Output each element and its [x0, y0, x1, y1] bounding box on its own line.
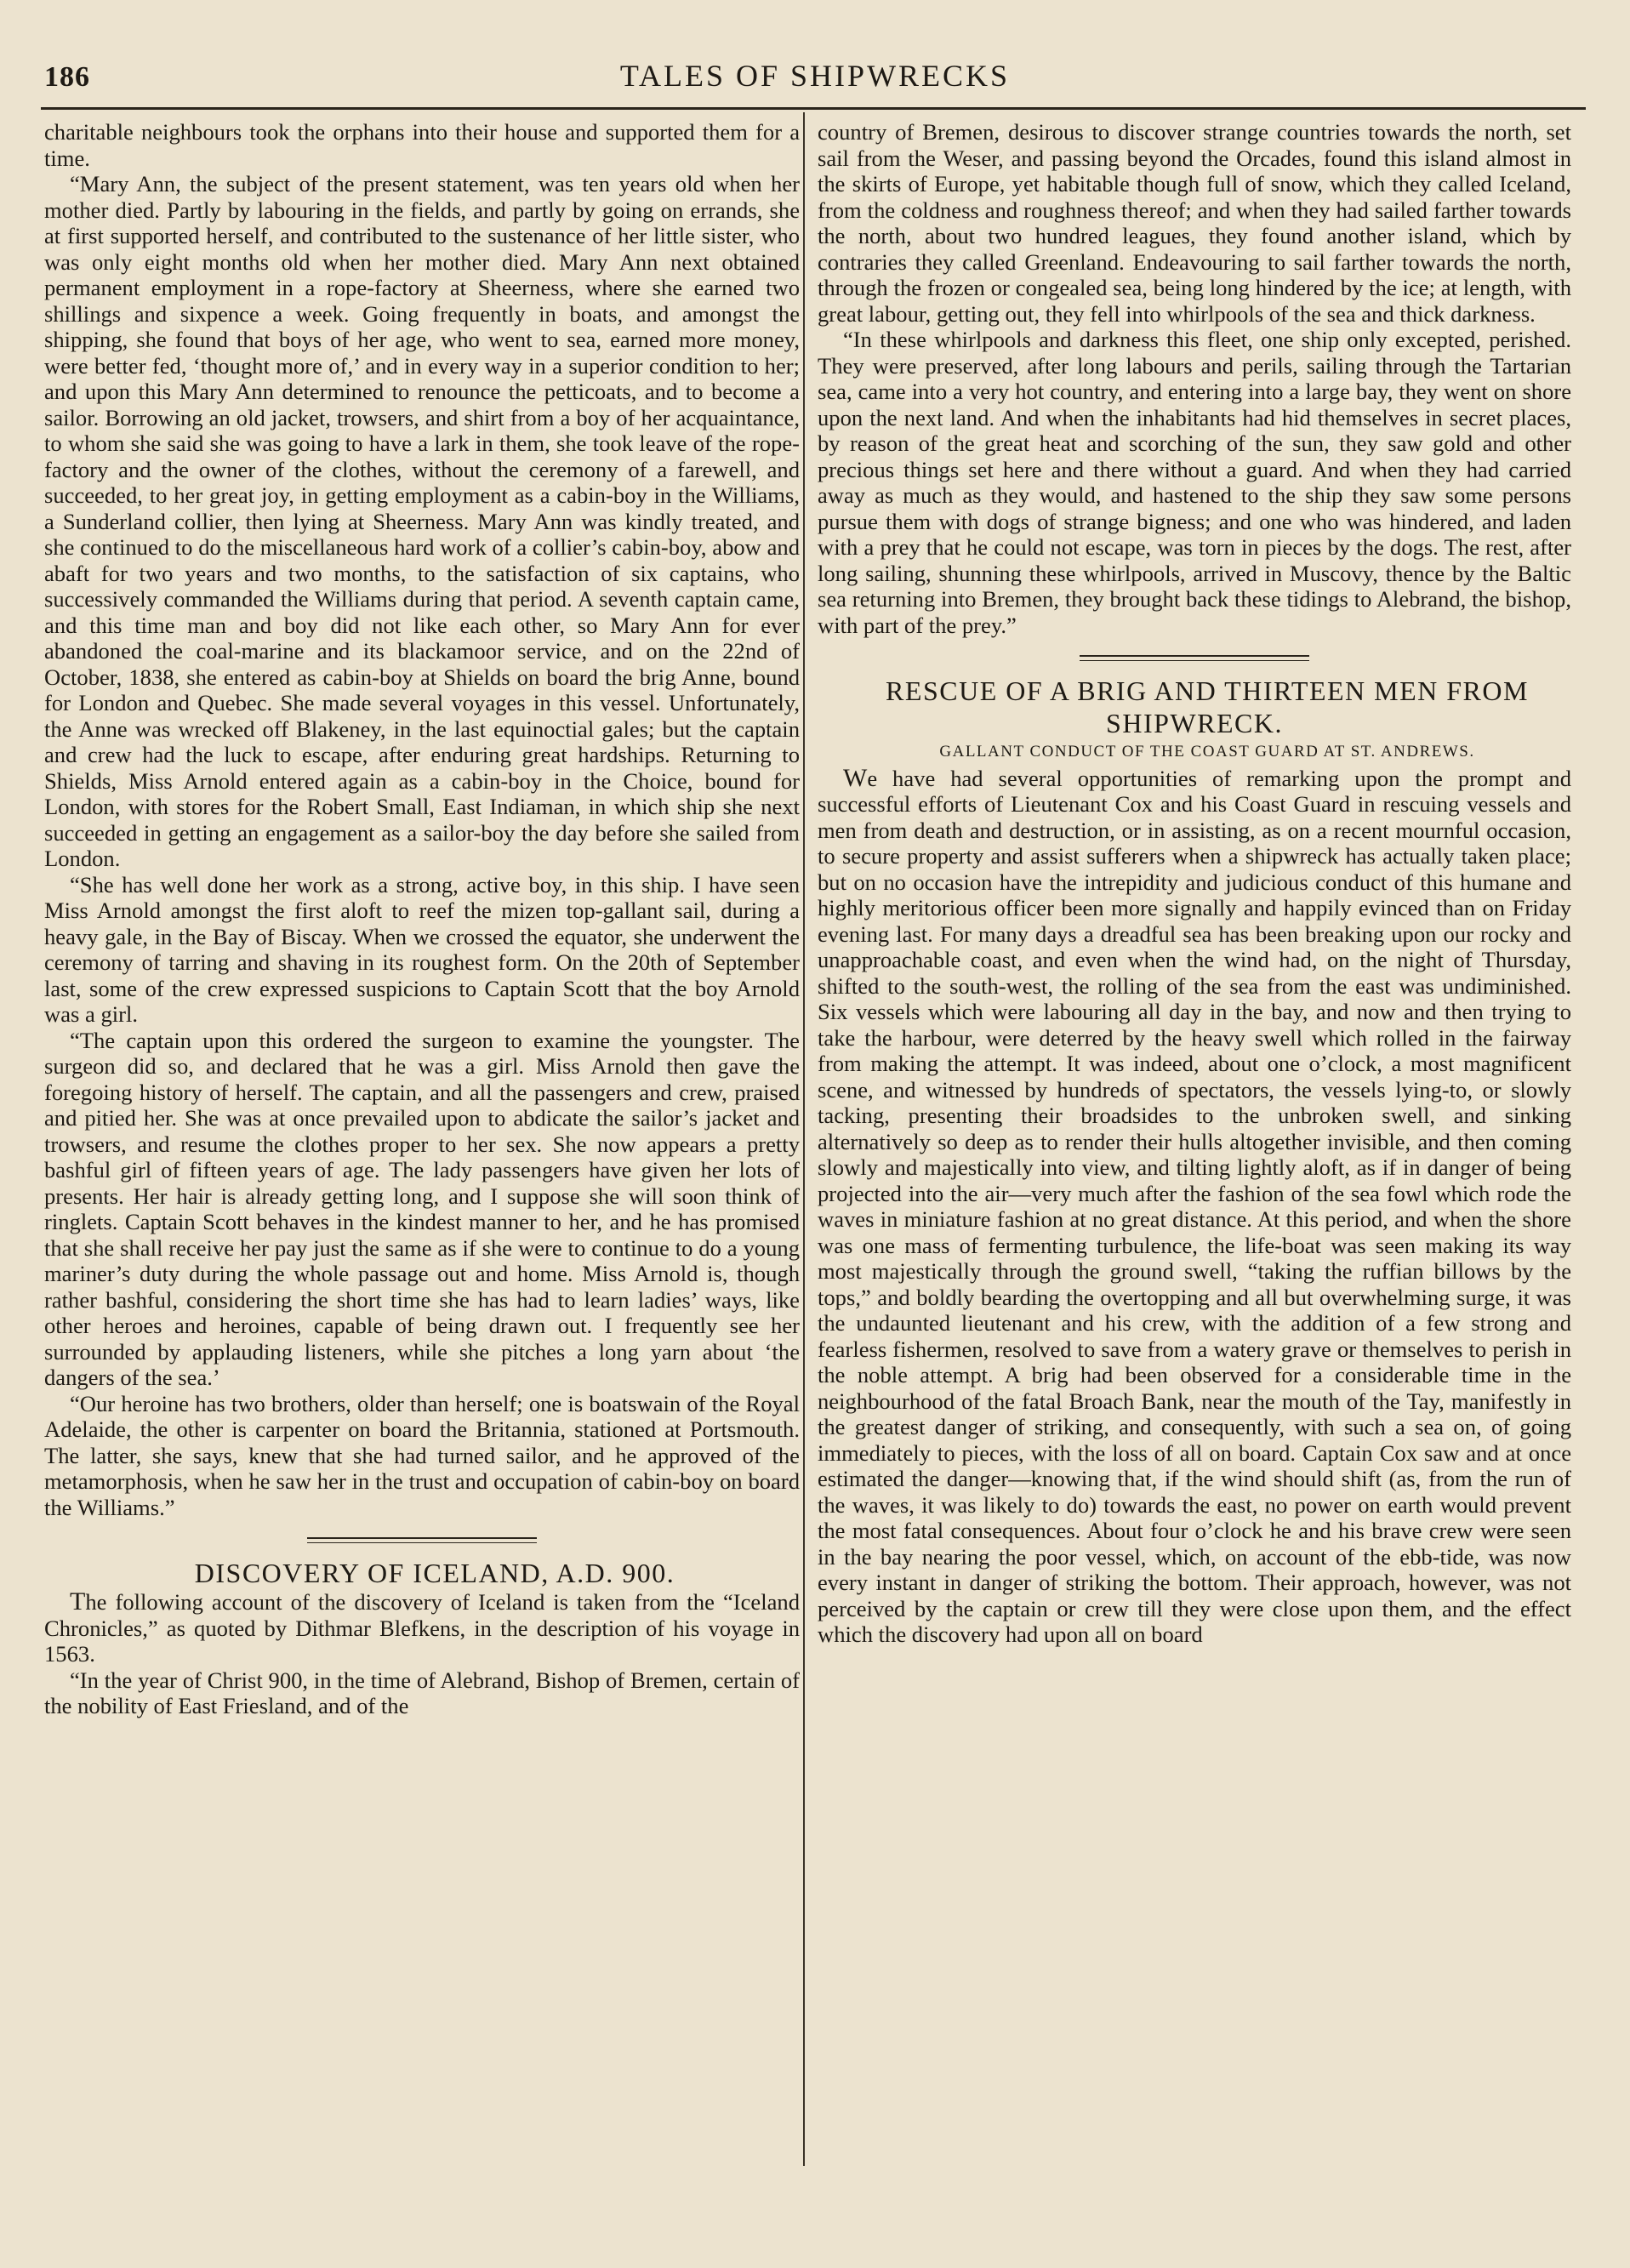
- paragraph: “Mary Ann, the subject of the present statement, was ten years old when her mother died. Partly by labouring in the fields, and partly by going on errands, she at first supported herself, and contributed to the sustenance of her little sister, who was only eight months old when her mother died. Mary Ann next obtained permanent employment in a rope-factory at Sheerness, where she earned two shillings and sixpence a week. Going frequently in boats, and amongst the shipping, she found that boys of her age, who went to sea, earned more money, were better fed, ‘thought more of,’ and in every way in a superior condition to her; and upon this Mary Ann determined to renounce the petticoats, and to become a sailor. Borrowing an old jacket, trowsers, and shirt from a boy of her acquaintance, to whom she said she was going to have a lark in them, she took leave of the rope-factory and the owner of the clothes, without the ceremony of a farewell, and succeeded, to her great joy, in getting employment as a cabin-boy in the Williams, a Sunderland collier, then lying at Sheerness. Mary Ann was kindly treated, and she continued to do the miscellaneous hard work of a collier’s cabin-boy, abow and abaft for two years and two months, to the satisfaction of six captains, who successively commanded the Williams during that period. A seventh captain came, and this time man and boy did not like each other, so Mary Ann for ever abandoned the coal-marine and its blackamoor service, and on the 22nd of October, 1838, she entered as cabin-boy at Shields on board the brig Anne, bound for London and Quebec. She made several voyages in this vessel. Unfortunately, the Anne was wrecked off Blakeney, in the last equinoctial gales; but the captain and crew had the luck to escape, after enduring great hardships. Returning to Shields, Miss Arnold entered again as a cabin-boy in the Choice, bound for London, with stores for the Robert Small, East Indiaman, in which ship she next succeeded in getting an engagement as a sailor-boy the day before she sailed from London.: [44, 171, 800, 871]
- section-title-rescue: RESCUE OF A BRIG AND THIRTEEN MEN FROM SHIPWRECK.: [886, 675, 1529, 738]
- column-divider: [803, 112, 805, 2166]
- header-rule: [41, 107, 1586, 110]
- paragraph: We have had several opportunities of remarking upon the prompt and successful efforts of Lieutenant Cox and his Coast Guard in rescuing vessels and men from death and destruction, or in assisting, as on a recent mournful occasion, to secure property and assist sufferers when a shipwreck has actually taken place; but on no occasion have the intrepidity and judicious conduct of this humane and highly meritorious officer been more signally and happily evinced than on Friday evening last. For many days a dreadful sea has been breaking upon our rocky and unapproachable coast, and even when the wind had, on the night of Thursday, shifted to the south-west, the rolling of the sea from the east was undiminished. Six vessels which were labouring all day in the bay, and now and then trying to take the harbour, were deterred by the heavy swell which rolled in the fairway from making the attempt. It was indeed, about one o’clock, a most magnificent scene, and witnessed by hundreds of spectators, the vessels lying-to, or slowly tacking, presenting their broadsides to the unbroken swell, and sinking alternatively so deep as to render their hulls altogether invisible, and then coming slowly and majestically into view, and tilting lightly aloft, as if in danger of being projected into the air—very much after the fashion of the sea fowl which rode the waves in miniature fashion at no great distance. At this period, and when the shore was one mass of fermenting turbulence, the life-boat was seen making its way most majestically through the ground swell, “taking the ruffian billows by the tops,” and boldly bearding the overtopping and all but overwhelming surge, it was the undaunted lieutenant and his crew, with the addition of a few strong and fearless fishermen, resolved to save from a watery grave or themselves to perish in the noble attempt. A brig had been observed for a considerable time in the neighbourhood of the fatal Broach Bank, near the mouth of the Tay, manifestly in the greatest danger of striking, and consequently, with such a sea on, of going immediately to pieces, with the loss of all on board. Captain Cox saw and at once estimated the danger—knowing that, if the wind should shift (as, from the run of the waves, it was likely to do) towards the east, no power on earth would prevent the most fatal consequences. About four o’clock he and his brave crew were seen in the bay nearing the poor vessel, which, on account of the ebb-tide, was now every instant in danger of striking the bottom. Their approach, however, was not perceived by the captain or crew till they were close upon them, and the effect which the discovery had upon all on board: [818, 763, 1571, 1647]
- paragraph: “Our heroine has two brothers, older than herself; one is boatswain of the Royal Adelaide, the other is carpenter on board the Britannia, stationed at Portsmouth. The latter, she says, knew that she had turned sailor, and he approved of the metamorphosis, when he saw her in the trust and occupation of cabin-boy on board the Williams.”: [44, 1390, 800, 1520]
- page-number: 186: [44, 61, 90, 93]
- section-subtitle: GALLANT CONDUCT OF THE COAST GUARD AT ST. ANDREWS.: [939, 743, 1475, 761]
- paragraph: The following account of the discovery of Iceland is taken from the “Iceland Chronicles,” as quoted by Dithmar Blefkens, in the description of his voyage in 1563.: [44, 1587, 800, 1667]
- paragraph: charitable neighbours took the orphans into their house and supported them for a time.: [44, 119, 800, 171]
- left-column: [44, 119, 800, 1719]
- paragraph: country of Bremen, desirous to discover strange countries towards the north, set sail from the Weser, and passing beyond the Orcades, found this island almost in the skirts of Europe, yet habitable though full of snow, which they called Iceland, from the coldness and roughness thereof; and when they had sailed farther towards the north, about two hundred leagues, they found another island, which by contraries they called Greenland. Endeavouring to sail farther towards the north, through the frozen or congealed sea, being long hindered by the ice; at length, with great labour, getting out, they fell into whirlpools of the sea and thick darkness.: [818, 119, 1571, 327]
- paragraph: “The captain upon this ordered the surgeon to examine the youngster. The surgeon did so, and declared that he was a girl. Miss Arnold then gave the foregoing history of herself. The captain, and all the passengers and crew, praised and pitied her. She was at once prevailed upon to abdicate the sailor’s jacket and trowsers, and resume the clothes proper to her sex. She now appears a pretty bashful girl of fifteen years of age. The lady passengers have given her lots of presents. Her hair is already getting long, and I suppose she will soon think of ringlets. Captain Scott behaves in the kindest manner to her, and he has promised that she shall receive her pay just the same as if she were to continue to do a young mariner’s duty during the whole passage out and home. Miss Arnold is, though rather bashful, considering the short time she has had to learn ladies’ ways, like other heroes and heroines, capable of being drawn out. I frequently see her surrounded by applauding listeners, while she pitches a long yarn about ‘the dangers of the sea.’: [44, 1027, 800, 1390]
- paragraph: “In the year of Christ 900, in the time of Alebrand, Bishop of Bremen, certain of the nobility of East Friesland, and of the: [44, 1667, 800, 1718]
- section-separator: [307, 1537, 537, 1543]
- section-separator: [1080, 655, 1309, 661]
- running-title: TALES OF SHIPWRECKS: [619, 59, 1011, 93]
- right-column: [818, 119, 1571, 1648]
- paragraph: “In these whirlpools and darkness this fleet, one ship only excepted, perished. They were preserved, after long labours and perils, sailing through the Tartarian sea, came into a very hot country, and entering into a large bay, they went on shore upon the next land. And when the inhabitants had hid themselves in secret places, by reason of the great heat and scorching of the sun, they saw gold and other precious things set here and there without a guard. And when they had carried away as much as they would, and hastened to the ship they saw some persons pursue them with dogs of strange bigness; and one who was hindered, and laden with a prey that he could not escape, was torn in pieces by the dogs. The rest, after long sailing, shunning these whirlpools, arrived in Muscovy, thence by the Baltic sea returning into Bremen, they brought back these tidings to Alebrand, the bishop, with part of the prey.”: [818, 327, 1571, 638]
- section-title-iceland: DISCOVERY OF ICELAND, A.D. 900.: [194, 1558, 675, 1588]
- paragraph: “She has well done her work as a strong, active boy, in this ship. I have seen Miss Arnold amongst the first aloft to reef the mizen top-gallant sail, during a heavy gale, in the Bay of Biscay. When we crossed the equator, she underwent the ceremony of tarring and shaving in its roughest form. On the 20th of September last, some of the crew expressed suspicions to Captain Scott that the boy Arnold was a girl.: [44, 871, 800, 1027]
